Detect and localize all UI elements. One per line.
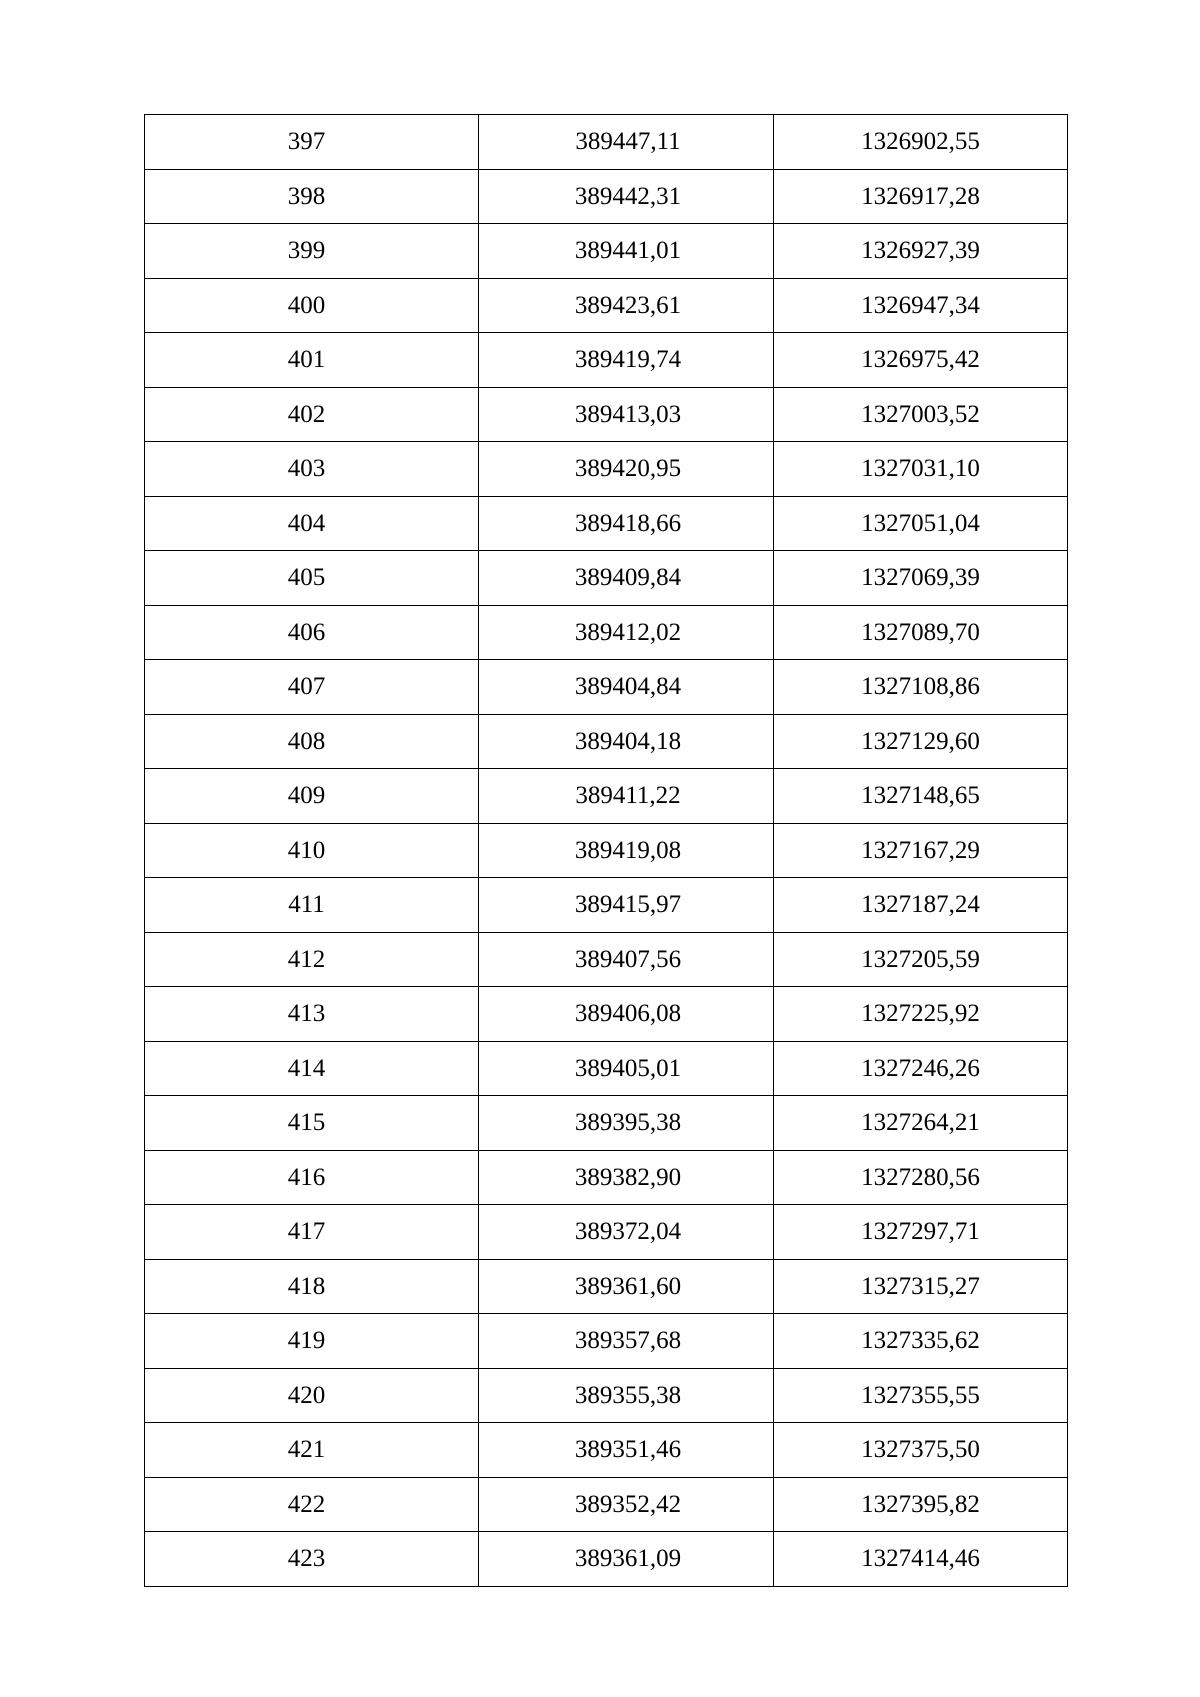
table-row: [145, 1259, 1068, 1314]
point-number-cell: 422: [145, 1477, 479, 1532]
table-row: [145, 1368, 1068, 1423]
table-row: [145, 823, 1068, 878]
table-row: [145, 115, 1068, 170]
y-coordinate-cell: 1327187,24: [774, 878, 1068, 933]
table-row: [145, 769, 1068, 824]
table-row: [145, 1150, 1068, 1205]
x-coordinate-cell: 389395,38: [479, 1096, 774, 1151]
y-coordinate-cell: 1327031,10: [774, 442, 1068, 497]
table-row: [145, 605, 1068, 660]
y-coordinate-cell: 1327167,29: [774, 823, 1068, 878]
table-row: [145, 714, 1068, 769]
x-coordinate-cell: 389372,04: [479, 1205, 774, 1260]
x-coordinate-cell: 389419,74: [479, 333, 774, 388]
x-coordinate-cell: 389351,46: [479, 1423, 774, 1478]
table-row: [145, 1314, 1068, 1369]
point-number-cell: 416: [145, 1150, 479, 1205]
y-coordinate-cell: 1326975,42: [774, 333, 1068, 388]
x-coordinate-cell: 389412,02: [479, 605, 774, 660]
x-coordinate-cell: 389409,84: [479, 551, 774, 606]
table-row: [145, 551, 1068, 606]
x-coordinate-cell: 389415,97: [479, 878, 774, 933]
coordinates-table-body: [145, 115, 1068, 1587]
point-number-cell: 400: [145, 278, 479, 333]
point-number-cell: 417: [145, 1205, 479, 1260]
y-coordinate-cell: 1326917,28: [774, 169, 1068, 224]
table-row: [145, 1096, 1068, 1151]
x-coordinate-cell: 389352,42: [479, 1477, 774, 1532]
x-coordinate-cell: 389405,01: [479, 1041, 774, 1096]
x-coordinate-cell: 389423,61: [479, 278, 774, 333]
y-coordinate-cell: 1327280,56: [774, 1150, 1068, 1205]
table-row: [145, 1041, 1068, 1096]
y-coordinate-cell: 1327003,52: [774, 387, 1068, 442]
point-number-cell: 402: [145, 387, 479, 442]
table-row: [145, 1477, 1068, 1532]
x-coordinate-cell: 389442,31: [479, 169, 774, 224]
point-number-cell: 410: [145, 823, 479, 878]
table-row: [145, 496, 1068, 551]
y-coordinate-cell: 1327225,92: [774, 987, 1068, 1042]
y-coordinate-cell: 1326927,39: [774, 224, 1068, 279]
x-coordinate-cell: 389355,38: [479, 1368, 774, 1423]
x-coordinate-cell: 389406,08: [479, 987, 774, 1042]
y-coordinate-cell: 1327089,70: [774, 605, 1068, 660]
y-coordinate-cell: 1327335,62: [774, 1314, 1068, 1369]
point-number-cell: 401: [145, 333, 479, 388]
point-number-cell: 398: [145, 169, 479, 224]
table-row: [145, 932, 1068, 987]
point-number-cell: 404: [145, 496, 479, 551]
point-number-cell: 413: [145, 987, 479, 1042]
x-coordinate-cell: 389420,95: [479, 442, 774, 497]
point-number-cell: 399: [145, 224, 479, 279]
point-number-cell: 414: [145, 1041, 479, 1096]
x-coordinate-cell: 389413,03: [479, 387, 774, 442]
point-number-cell: 418: [145, 1259, 479, 1314]
y-coordinate-cell: 1327108,86: [774, 660, 1068, 715]
x-coordinate-cell: 389361,09: [479, 1532, 774, 1587]
y-coordinate-cell: 1327355,55: [774, 1368, 1068, 1423]
point-number-cell: 403: [145, 442, 479, 497]
x-coordinate-cell: 389404,84: [479, 660, 774, 715]
table-row: [145, 987, 1068, 1042]
y-coordinate-cell: 1327395,82: [774, 1477, 1068, 1532]
table-row: [145, 442, 1068, 497]
x-coordinate-cell: 389407,56: [479, 932, 774, 987]
point-number-cell: 397: [145, 115, 479, 170]
point-number-cell: 412: [145, 932, 479, 987]
point-number-cell: 409: [145, 769, 479, 824]
table-row: [145, 1205, 1068, 1260]
table-row: [145, 333, 1068, 388]
point-number-cell: 411: [145, 878, 479, 933]
point-number-cell: 419: [145, 1314, 479, 1369]
table-row: [145, 1423, 1068, 1478]
y-coordinate-cell: 1327246,26: [774, 1041, 1068, 1096]
x-coordinate-cell: 389441,01: [479, 224, 774, 279]
y-coordinate-cell: 1327414,46: [774, 1532, 1068, 1587]
y-coordinate-cell: 1327129,60: [774, 714, 1068, 769]
x-coordinate-cell: 389357,68: [479, 1314, 774, 1369]
table-row: [145, 224, 1068, 279]
y-coordinate-cell: 1327264,21: [774, 1096, 1068, 1151]
table-row: [145, 1532, 1068, 1587]
x-coordinate-cell: 389404,18: [479, 714, 774, 769]
point-number-cell: 415: [145, 1096, 479, 1151]
point-number-cell: 405: [145, 551, 479, 606]
y-coordinate-cell: 1327205,59: [774, 932, 1068, 987]
y-coordinate-cell: 1327315,27: [774, 1259, 1068, 1314]
point-number-cell: 408: [145, 714, 479, 769]
y-coordinate-cell: 1326947,34: [774, 278, 1068, 333]
coordinates-table: [144, 114, 1068, 1587]
point-number-cell: 420: [145, 1368, 479, 1423]
y-coordinate-cell: 1327375,50: [774, 1423, 1068, 1478]
table-row: [145, 169, 1068, 224]
table-row: [145, 387, 1068, 442]
x-coordinate-cell: 389419,08: [479, 823, 774, 878]
y-coordinate-cell: 1327148,65: [774, 769, 1068, 824]
y-coordinate-cell: 1327297,71: [774, 1205, 1068, 1260]
table-row: [145, 278, 1068, 333]
x-coordinate-cell: 389382,90: [479, 1150, 774, 1205]
table-row: [145, 878, 1068, 933]
point-number-cell: 406: [145, 605, 479, 660]
x-coordinate-cell: 389418,66: [479, 496, 774, 551]
point-number-cell: 407: [145, 660, 479, 715]
y-coordinate-cell: 1327069,39: [774, 551, 1068, 606]
x-coordinate-cell: 389447,11: [479, 115, 774, 170]
point-number-cell: 421: [145, 1423, 479, 1478]
x-coordinate-cell: 389361,60: [479, 1259, 774, 1314]
x-coordinate-cell: 389411,22: [479, 769, 774, 824]
y-coordinate-cell: 1327051,04: [774, 496, 1068, 551]
y-coordinate-cell: 1326902,55: [774, 115, 1068, 170]
table-row: [145, 660, 1068, 715]
point-number-cell: 423: [145, 1532, 479, 1587]
